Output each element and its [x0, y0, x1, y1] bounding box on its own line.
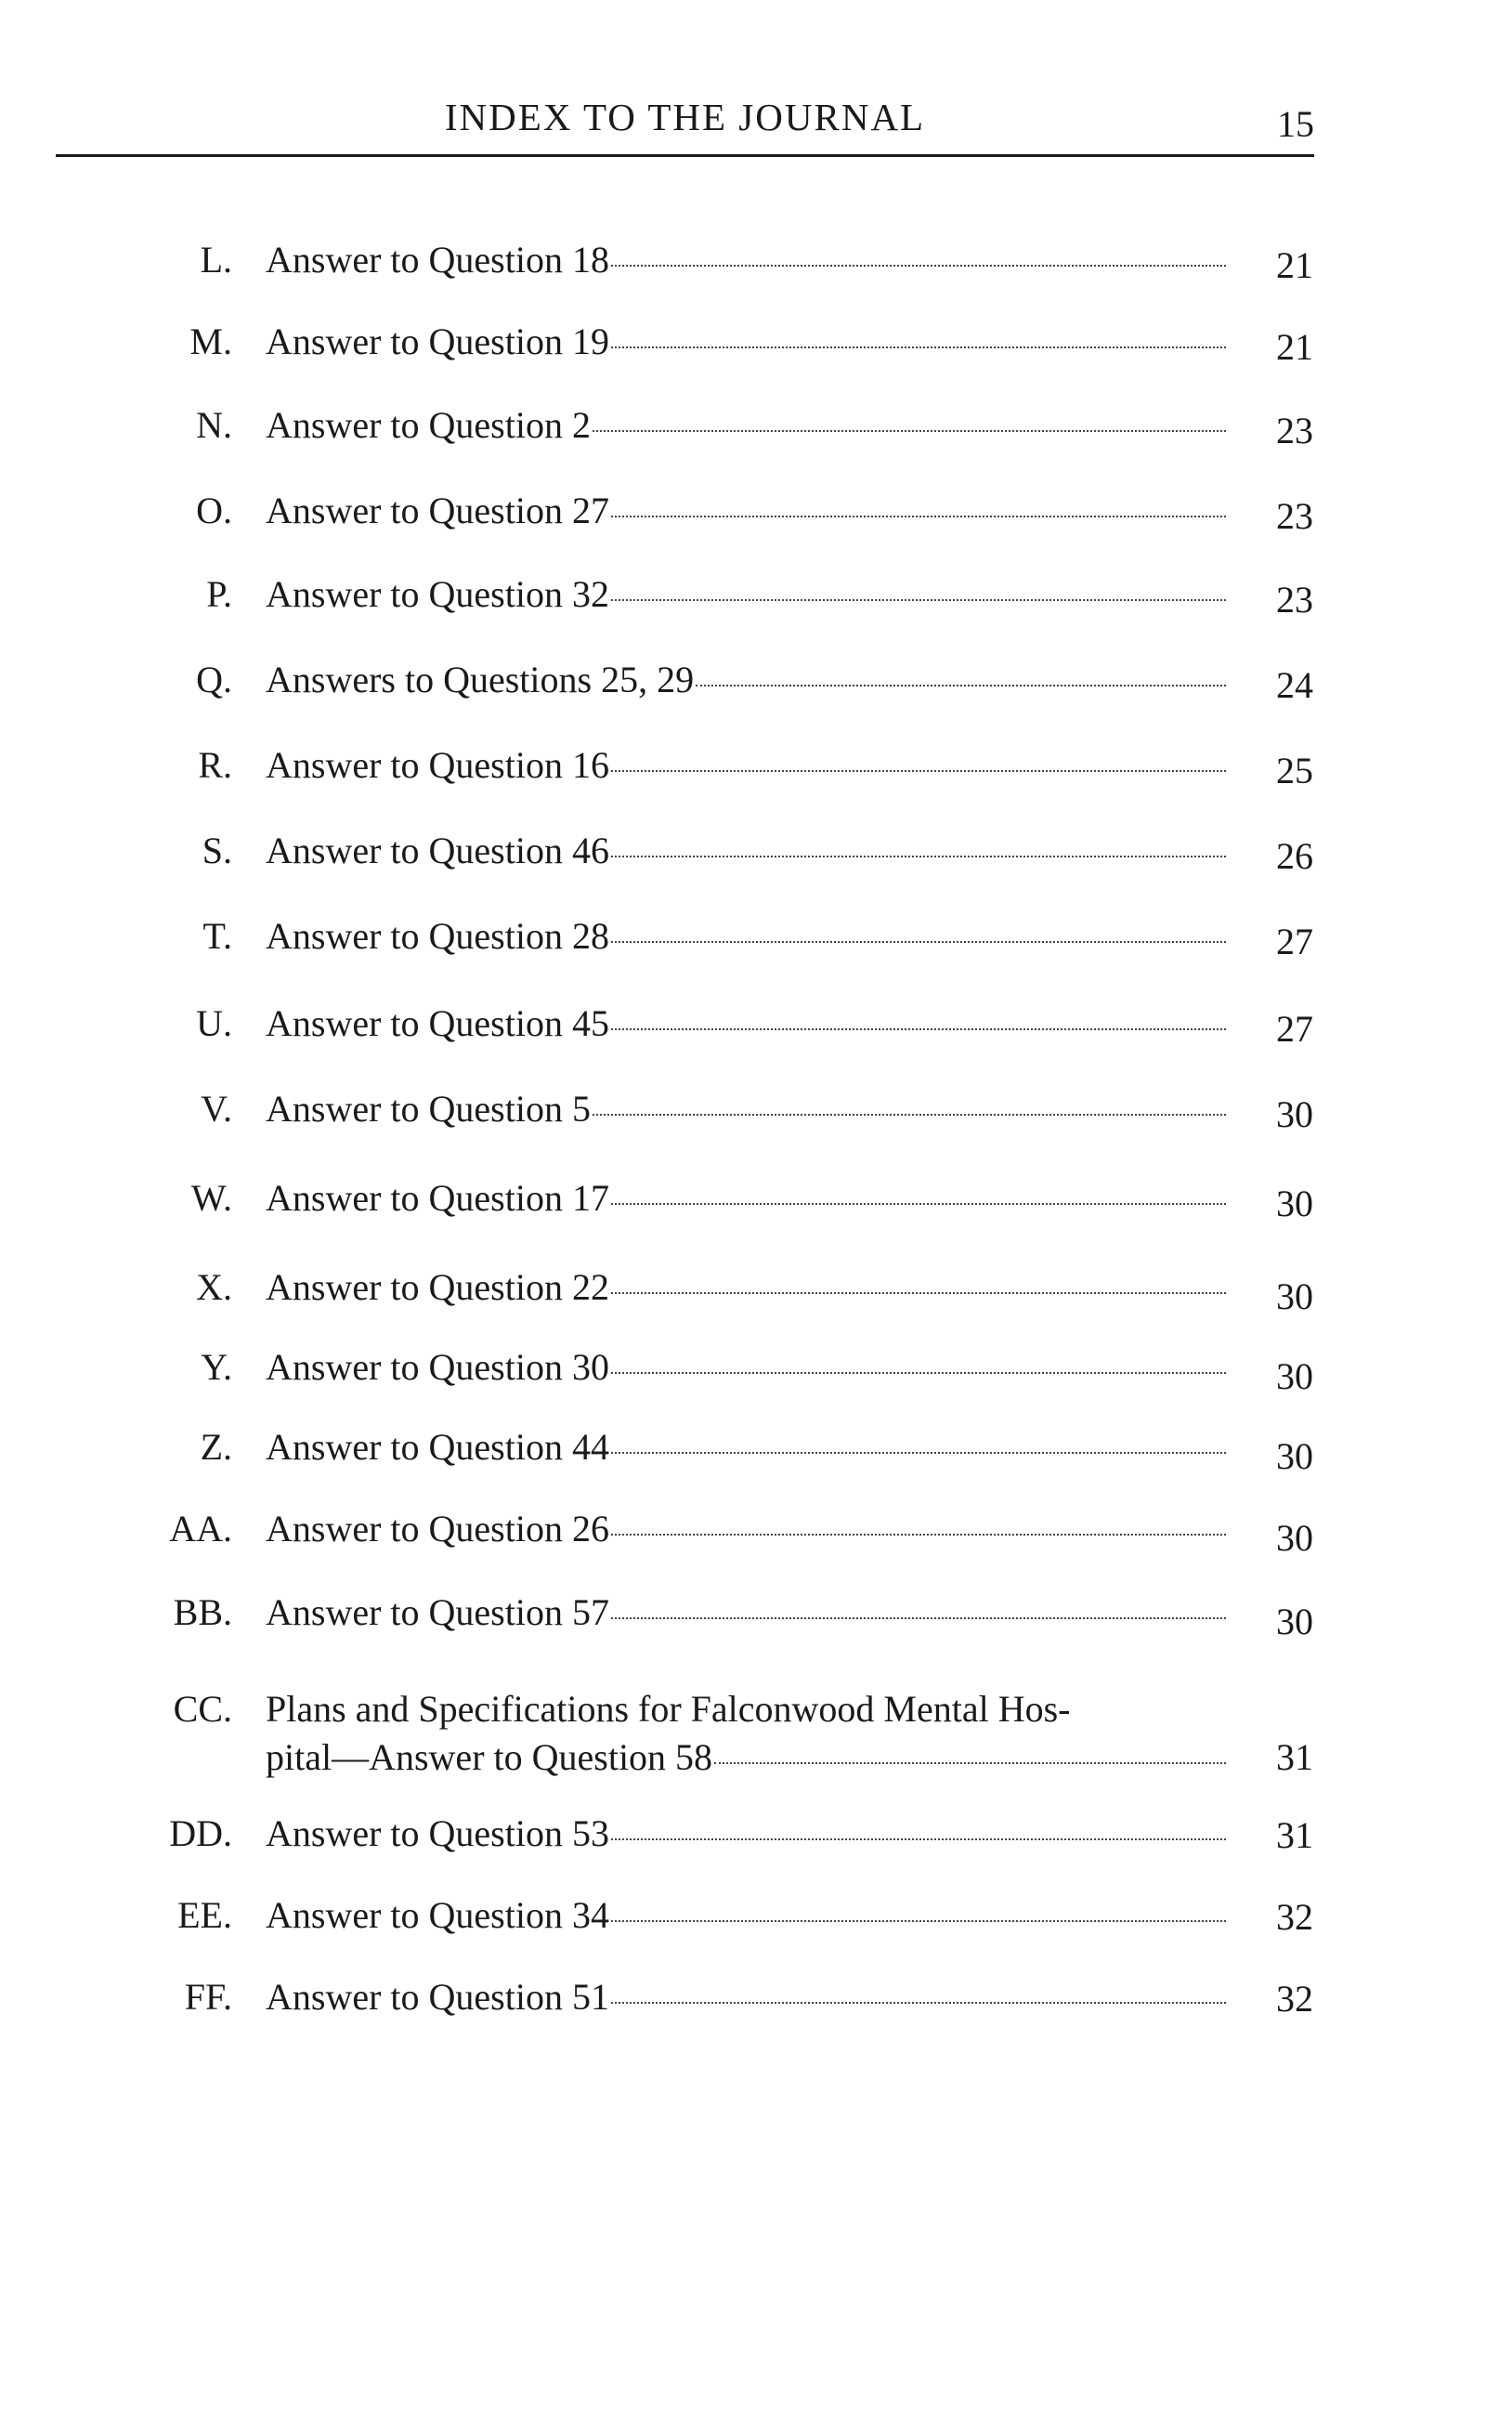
entry-page-number: 27 — [1276, 1008, 1313, 1050]
entry-letter: O. — [196, 490, 232, 531]
entry-letter: S. — [202, 830, 232, 871]
entry-letter: Y. — [201, 1346, 232, 1388]
entry-letter: U. — [196, 1002, 232, 1044]
entry-body — [266, 570, 1232, 619]
entry-body — [266, 318, 1232, 366]
entry-letter: R. — [198, 744, 232, 786]
entry-letter: X. — [196, 1266, 232, 1308]
entry-body — [266, 741, 1232, 790]
entry-page-number: 32 — [1276, 1978, 1313, 2020]
entry-letter: P. — [206, 573, 232, 615]
entry-text: Answer to Question 22 — [266, 1266, 609, 1308]
dot-leader — [611, 1028, 1226, 1030]
entry-text: Answer to Question 18 — [266, 239, 609, 281]
entry-letter: BB. — [173, 1591, 232, 1633]
entry-letter: DD. — [169, 1812, 232, 1854]
entry-body — [266, 1973, 1232, 2021]
dot-leader — [611, 265, 1226, 267]
dot-leader — [611, 1372, 1226, 1374]
entry-page-number: 26 — [1276, 835, 1313, 877]
entry-text: Answer to Question 16 — [266, 744, 609, 786]
entry-body — [266, 487, 1232, 535]
entry-letter: W. — [190, 1177, 232, 1219]
entry-body — [266, 1174, 1232, 1223]
entry-body — [266, 401, 1232, 450]
entry-text: Answer to Question 34 — [266, 1894, 609, 1936]
entry-page-number: 23 — [1276, 579, 1313, 621]
dot-leader — [611, 516, 1226, 517]
entry-text: Answers to Questions 25, 29 — [266, 659, 695, 700]
entry-page-number: 21 — [1276, 244, 1313, 286]
entry-body — [266, 1685, 1232, 1782]
entry-text: Answer to Question 32 — [266, 573, 609, 615]
entry-page-number: 32 — [1276, 1896, 1313, 1938]
entry-text: Answer to Question 30 — [266, 1346, 609, 1388]
entry-body — [266, 1891, 1232, 1940]
dot-leader — [611, 770, 1226, 772]
entry-text: Answer to Question 57 — [266, 1591, 609, 1633]
entry-text: Answer to Question 19 — [266, 320, 609, 362]
dot-leader — [611, 1292, 1226, 1294]
entry-page-number: 31 — [1276, 1814, 1313, 1856]
entry-body — [266, 656, 1232, 704]
entry-page-number: 30 — [1276, 1601, 1313, 1642]
entry-body — [266, 1263, 1232, 1312]
page-header — [56, 85, 1314, 150]
entry-body — [266, 236, 1232, 284]
entry-text: Answer to Question 44 — [266, 1426, 609, 1468]
dot-leader — [593, 1114, 1226, 1116]
dot-leader — [611, 347, 1226, 348]
entry-page-number: 30 — [1276, 1435, 1313, 1477]
dot-leader — [696, 685, 1226, 686]
entry-text: Answer to Question 26 — [266, 1508, 609, 1549]
entry-body — [266, 1589, 1232, 1637]
entry-text-line1: Plans and Specifications for Falconwood Mental Hos- — [266, 1688, 1071, 1730]
entry-text: Answer to Question 5 — [266, 1088, 591, 1130]
entry-letter: EE. — [177, 1894, 232, 1936]
page-title: INDEX TO THE JOURNAL — [444, 96, 926, 138]
entry-body — [266, 1085, 1232, 1133]
entry-body — [266, 1505, 1232, 1553]
entry-page-number: 30 — [1276, 1275, 1313, 1317]
entry-page-number: 30 — [1276, 1093, 1313, 1135]
entry-letter: Z. — [200, 1426, 232, 1468]
entry-text: Answer to Question 28 — [266, 915, 609, 957]
entry-letter: CC. — [173, 1688, 232, 1730]
entry-text: Answer to Question 45 — [266, 1002, 609, 1044]
entry-page-number: 23 — [1276, 410, 1313, 451]
dot-leader — [611, 2002, 1226, 2004]
entry-page-number: 23 — [1276, 495, 1313, 537]
entry-letter: N. — [196, 404, 232, 446]
entry-body — [266, 1423, 1232, 1471]
entry-page-number: 24 — [1276, 664, 1313, 706]
entry-body — [266, 1810, 1232, 1858]
entry-page-number: 21 — [1276, 326, 1313, 368]
page-number: 15 — [1277, 103, 1314, 145]
entry-page-number: 27 — [1276, 921, 1313, 962]
entry-text: Answer to Question 51 — [266, 1976, 609, 2018]
entry-letter: AA. — [169, 1508, 232, 1549]
dot-leader — [593, 430, 1226, 432]
dot-leader — [611, 1920, 1226, 1922]
entry-body — [266, 1343, 1232, 1392]
dot-leader — [714, 1762, 1226, 1764]
dot-leader — [611, 941, 1226, 943]
header-rule — [56, 154, 1314, 157]
dot-leader — [611, 1534, 1226, 1536]
entry-text: Answer to Question 27 — [266, 490, 609, 531]
entry-letter: L. — [200, 239, 232, 281]
dot-leader — [611, 1617, 1226, 1619]
entry-page-number: 25 — [1276, 750, 1313, 791]
dot-leader — [611, 856, 1226, 857]
entry-body — [266, 912, 1232, 961]
entry-text: Answer to Question 46 — [266, 830, 609, 871]
entry-page-number: 30 — [1276, 1183, 1313, 1224]
dot-leader — [611, 1452, 1226, 1454]
entry-body — [266, 827, 1232, 875]
dot-leader — [611, 1838, 1226, 1840]
entry-text: Answer to Question 2 — [266, 404, 591, 446]
entry-letter: T. — [202, 915, 232, 957]
entry-text: Answer to Question 53 — [266, 1812, 609, 1854]
dot-leader — [611, 1203, 1226, 1205]
entry-letter: FF. — [184, 1976, 232, 2018]
dot-leader — [611, 599, 1226, 601]
entry-body — [266, 1000, 1232, 1048]
entry-letter: M. — [189, 320, 232, 362]
entry-letter: Q. — [196, 659, 232, 700]
entry-text: Answer to Question 17 — [266, 1177, 609, 1219]
entry-text: pital—Answer to Question 58 — [266, 1736, 713, 1778]
entry-page-number: 30 — [1276, 1517, 1313, 1559]
entry-letter: V. — [201, 1088, 232, 1130]
entry-page-number: 31 — [1276, 1736, 1313, 1778]
entry-page-number: 30 — [1276, 1355, 1313, 1397]
